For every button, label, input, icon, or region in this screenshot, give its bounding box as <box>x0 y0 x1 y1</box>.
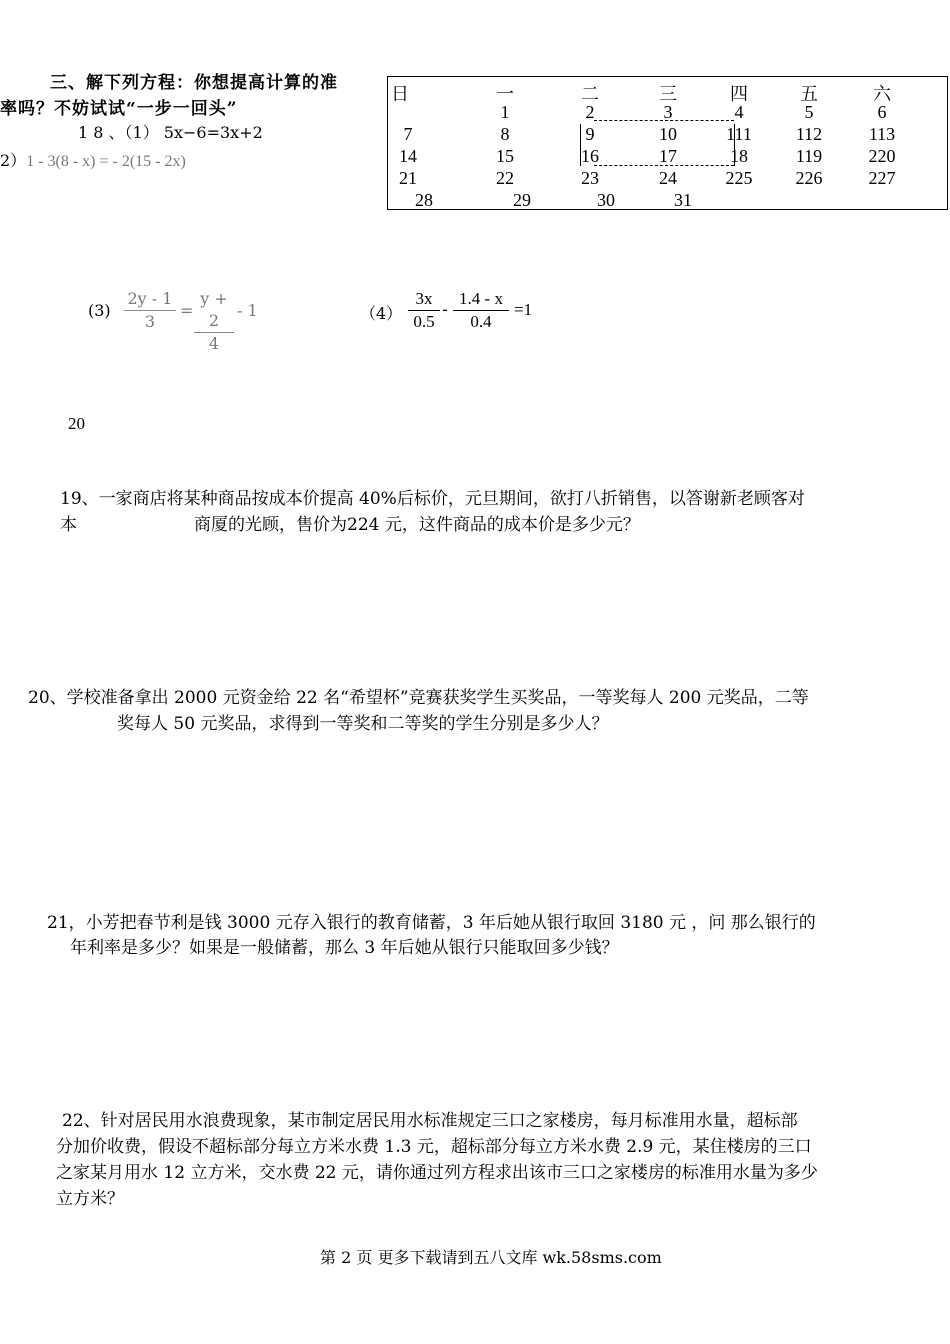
q22-line3: 之家某月用水 12 立方米，交水费 22 元，请你通过列方程求出该市三口之家楼房的标准用水量为多少 <box>56 1163 818 1183</box>
q18-part3-equals: = <box>180 301 194 320</box>
calendar-cell: 31 <box>674 190 692 210</box>
calendar-cell: 10 <box>659 124 677 144</box>
q19-line2b: 商厦的光顾，售价为224 元，这件商品的成本价是多少元？ <box>194 515 640 535</box>
calendar-header-wed: 三 <box>659 84 677 104</box>
calendar-cell: 21 <box>399 168 417 188</box>
calendar-cell: 225 <box>725 168 753 188</box>
calendar-cell: 24 <box>659 168 677 188</box>
q18-part4-tail: =1 <box>514 300 533 319</box>
q18-part4-fraction-a <box>408 288 440 333</box>
fraction-denominator: 0.5 <box>413 312 435 331</box>
q22-line1: 22、针对居民用水浪费现象，某市制定居民用水标准规定三口之家楼房，每月标准用水量，超标部 <box>62 1111 798 1131</box>
q20-line1: 20、学校准备拿出 2000 元资金给 22 名“希望杯”竞赛获奖学生买奖品，一等奖每人 200 元奖品，二等 <box>28 688 809 708</box>
calendar-frame-right <box>734 124 735 166</box>
section-heading-line2: 率吗？不妨试试“一步一回头” <box>0 99 238 119</box>
calendar-cell: 3 <box>663 102 673 122</box>
calendar-header-thu: 四 <box>730 84 748 104</box>
calendar-header-sat: 六 <box>873 84 891 104</box>
q19-line1: 19、一家商店将某种商品按成本价提高 40%后标价，元旦期间，欲打八折销售，以答谢新老顾客对 <box>60 489 805 509</box>
q21-line2: 年利率是多少？如果是一般储蓄，那么 3 年后她从银行只能取回多少钱？ <box>70 938 619 958</box>
q18-part4-fraction-b <box>453 288 509 333</box>
fraction-numerator: 1.4 - x <box>459 289 503 308</box>
section-heading-line1: 三、解下列方程：你想提高计算的准 <box>50 73 338 93</box>
calendar-cell: 8 <box>500 124 510 144</box>
fraction-numerator: 3x <box>415 289 433 308</box>
q18-part3-left-fraction <box>124 288 176 333</box>
calendar-cell: 17 <box>659 146 677 166</box>
calendar-cell: 29 <box>513 190 531 210</box>
q22-line4: 立方米？ <box>56 1189 124 1209</box>
calendar-cell: 14 <box>399 146 417 166</box>
calendar-cell: 227 <box>868 168 896 188</box>
q18-part4-minus: - <box>442 300 448 320</box>
calendar-cell: 6 <box>877 102 887 122</box>
calendar-cell: 119 <box>795 146 823 166</box>
q20-line2: 奖每人 50 元奖品，求得到一等奖和二等奖的学生分别是多少人？ <box>117 714 609 734</box>
calendar-cell: 23 <box>581 168 599 188</box>
q18-part3-right-fraction <box>194 288 234 355</box>
stray-number: 20 <box>68 414 85 433</box>
calendar-frame-top <box>594 120 734 121</box>
q18-part4-label: （4） <box>360 304 403 323</box>
fraction-numerator: y + 2 <box>200 289 228 330</box>
calendar-cell: 220 <box>868 146 896 166</box>
calendar-cell: 15 <box>496 146 514 166</box>
calendar-header-fri: 五 <box>800 84 818 104</box>
q18-part1: 1 8 、（1） 5x−6=3x+2 <box>78 123 263 142</box>
q22-line2: 分加价收费，假设不超标部分每立方米水费 1.3 元，超标部分每立方米水费 2.9 元，某住楼房的三口 <box>56 1137 812 1157</box>
page-footer: 第 2 页 更多下载请到五八文库 wk.58sms.com <box>320 1248 662 1267</box>
calendar-cell: 30 <box>597 190 615 210</box>
q19-line2a: 本 <box>60 515 77 535</box>
q18-part3-label: (3) <box>88 301 111 320</box>
calendar-table <box>387 76 948 210</box>
calendar-cell: 113 <box>868 124 896 144</box>
calendar-cell: 5 <box>804 102 814 122</box>
calendar-cell: 9 <box>585 124 595 144</box>
calendar-cell: 226 <box>795 168 823 188</box>
q18-part3-tail: - 1 <box>237 301 258 320</box>
calendar-header-mon: 一 <box>496 84 514 104</box>
calendar-header-sun: 日 <box>391 84 409 104</box>
fraction-denominator: 4 <box>208 334 220 353</box>
fraction-denominator: 3 <box>144 312 156 331</box>
calendar-frame-left <box>580 124 581 166</box>
fraction-numerator: 2y - 1 <box>127 289 173 308</box>
calendar-cell: 4 <box>734 102 744 122</box>
calendar-cell: 18 <box>730 146 748 166</box>
q18-part2 <box>0 148 186 171</box>
calendar-cell: 1 <box>500 102 510 122</box>
calendar-cell: 111 <box>726 124 752 144</box>
calendar-cell: 112 <box>795 124 823 144</box>
q18-part2-label: 2） <box>0 151 27 170</box>
calendar-cell: 22 <box>496 168 514 188</box>
calendar-cell: 2 <box>585 102 595 122</box>
calendar-cell: 28 <box>415 190 433 210</box>
calendar-cell: 7 <box>403 124 413 144</box>
fraction-denominator: 0.4 <box>470 312 492 331</box>
q18-part2-equation: 1 - 3(8 - x) = - 2(15 - 2x) <box>26 153 186 170</box>
calendar-header-tue: 二 <box>581 84 599 104</box>
q21-line1: 21，小芳把春节利是钱 3000 元存入银行的教育储蓄，3 年后她从银行取回 3180 元 ，问 那么银行的 <box>47 913 816 933</box>
calendar-frame-bottom <box>594 165 734 166</box>
calendar-cell: 16 <box>581 146 599 166</box>
